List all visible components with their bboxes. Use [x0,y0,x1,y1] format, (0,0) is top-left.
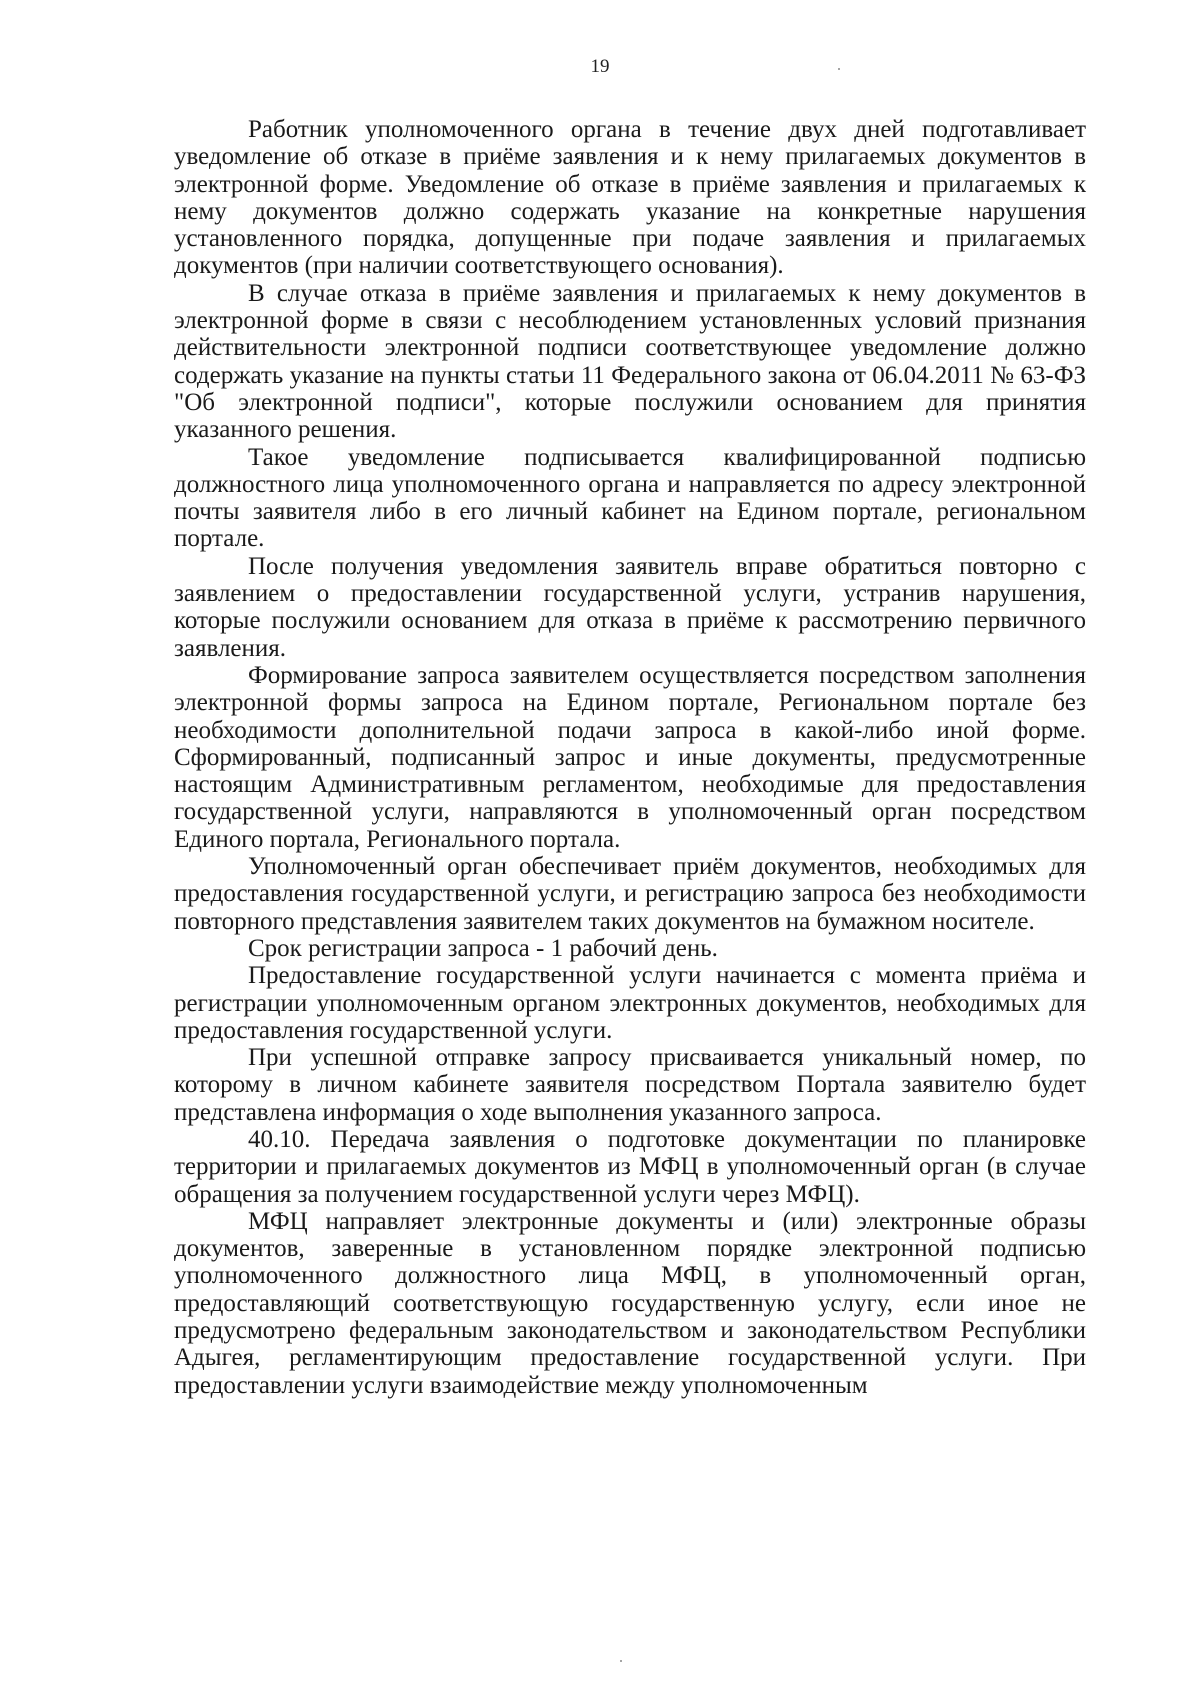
paragraph: 40.10. Передача заявления о подготовке документации по планировке территории и прилагаемых документов из МФЦ в уполномоченный орган (в случае обращения за получением государственной услуги через МФЦ). [174,1125,1086,1208]
paragraph: После получения уведомления заявитель вправе обратиться повторно с заявлением о предоставлении государственной услуги, устранив нарушения, которые послужили основанием для отказа в приёме к рассмотрению первичного заявления. [174,552,1086,662]
scan-speck [620,1660,622,1662]
document-body [174,116,1086,1399]
paragraph: Срок регистрации запроса - 1 рабочий день. [248,934,718,962]
page-number: 19 [590,56,610,77]
paragraph: МФЦ направляет электронные документы и (или) электронные образы документов, заверенные в установленном порядке электронной подписью уполномоченного должностного лица МФЦ, в уполномоченный орган, предоставляющий соответствующую государственную услугу, если иное не предусмотрено федеральным законодательством и законодательством Республики Адыгея, регламентирующим предоставление государственной услуги. При предоставлении услуги взаимодействие между уполномоченным [174,1207,1086,1399]
paragraph: При успешной отправке запросу присваивается уникальный номер, по которому в личном кабинете заявителя посредством Портала заявителю будет представлена информация о ходе выполнения указанного запроса. [174,1044,1086,1126]
paragraph: Формирование запроса заявителем осуществляется посредством заполнения электронной формы запроса на Едином портале, Региональном портале без необходимости дополнительной подачи запроса в какой-либо иной форме. Сформированный, подписанный запрос и иные документы, предусмотренные настоящим Административным регламентом, необходимые для предоставления государственной услуги, направляются в уполномоченный орган посредством Единого портала, Регионального портала. [174,661,1086,853]
paragraph: Работник уполномоченного органа в течение двух дней подготавливает уведомление об отказе в приёме заявления и к нему прилагаемых документов в электронной форме. Уведомление об отказе в приёме заявления и прилагаемых к нему документов должно содержать указание на конкретные нарушения установленного порядка, допущенные при подаче заявления и прилагаемых документов (при наличии соответствующего основания). [174,116,1086,280]
paragraph: Такое уведомление подписывается квалифицированной подписью должностного лица уполномоченного органа и направляется по адресу электронной почты заявителя либо в его личный кабинет на Едином портале, региональном портале. [174,443,1086,553]
paragraph: В случае отказа в приёме заявления и прилагаемых к нему документов в электронной форме в связи с несоблюдением установленных условий признания действительности электронной подписи соответствующее уведомление должно содержать указание на пункты статьи 11 Федерального закона от 06.04.2011 № 63-ФЗ "Об электронной подписи", которые послужили основанием для принятия указанного решения. [174,279,1086,444]
paragraph: Уполномоченный орган обеспечивает приём документов, необходимых для предоставления государственной услуги, и регистрацию запроса без необходимости повторного представления заявителем таких документов на бумажном носителе. [174,853,1086,935]
paragraph: Предоставление государственной услуги начинается с момента приёма и регистрации уполномоченным органом электронных документов, необходимых для предоставления государственной услуги. [174,962,1086,1044]
scan-speck [838,68,840,70]
